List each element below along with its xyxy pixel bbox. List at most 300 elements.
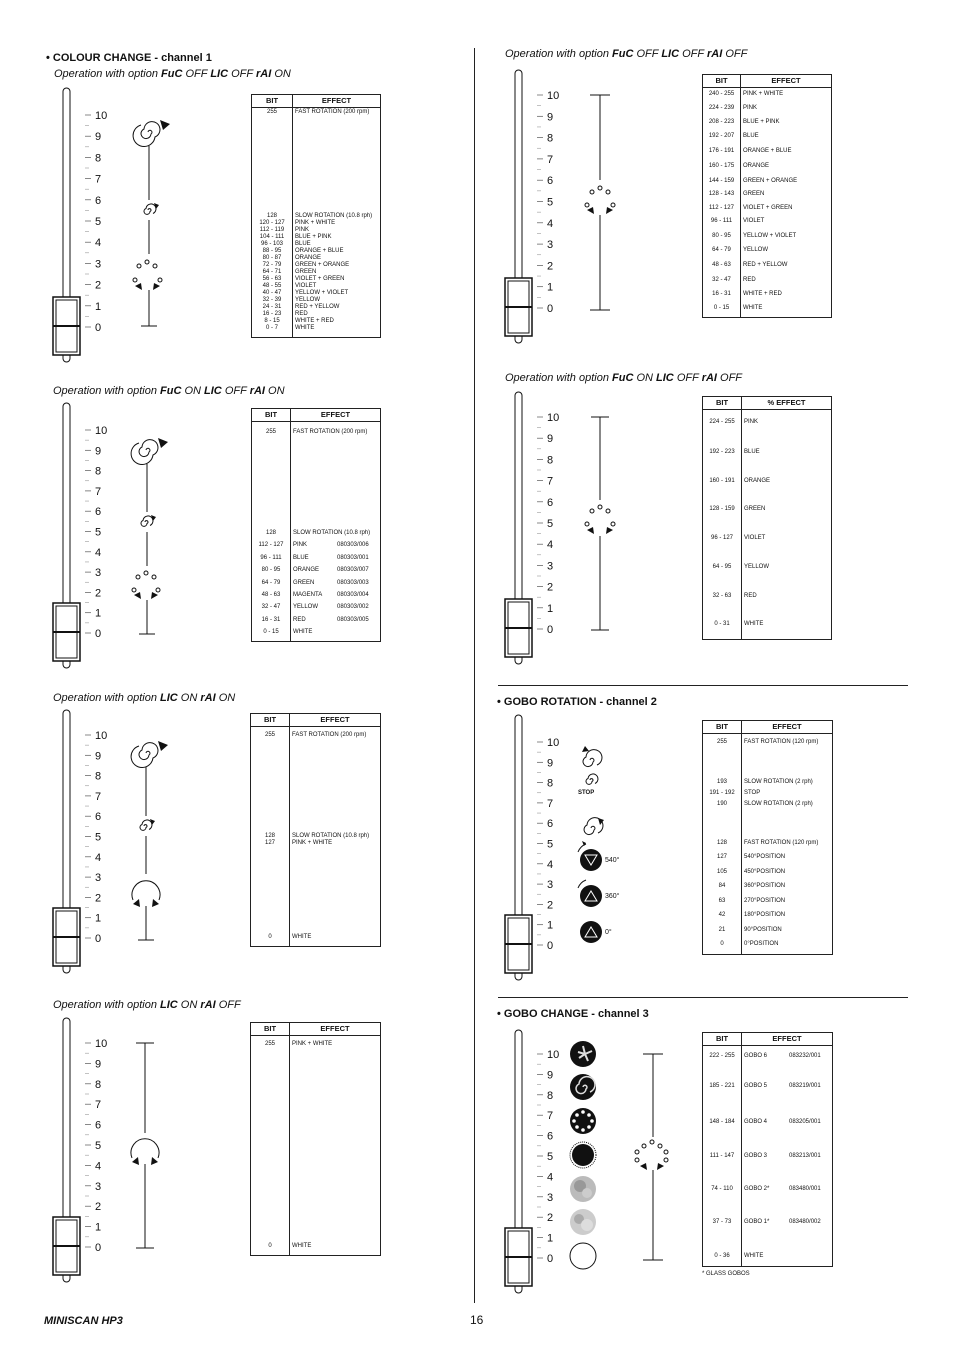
- table-body: [251, 1036, 380, 1255]
- glass-gobos-note: * GLASS GOBOS: [702, 1271, 750, 1277]
- index-540-icon: [578, 841, 602, 871]
- effect-table-7: [702, 720, 833, 955]
- cell-bit: 255: [265, 429, 276, 435]
- scale-label: 4: [547, 217, 554, 230]
- page-number: 16: [470, 1313, 484, 1327]
- scale-label: 8: [547, 454, 554, 467]
- cell-effect: BLUE: [743, 133, 759, 139]
- table-header: [703, 1033, 832, 1046]
- cell-bit: 32 - 39: [262, 297, 282, 303]
- scale-label: 6: [95, 1119, 102, 1132]
- cell-bit: 160 - 191: [709, 478, 735, 484]
- scale-label: 0: [95, 1242, 102, 1254]
- scale-label: 7: [547, 475, 554, 488]
- opt-value: ON: [177, 692, 201, 704]
- scale-label: 5: [547, 1151, 554, 1163]
- cell-effect: PINK: [744, 419, 759, 425]
- colour-step-icon: [585, 186, 615, 214]
- scale-label: 0: [95, 628, 102, 640]
- effect-table-8: [702, 1032, 833, 1267]
- table-header: [251, 1023, 380, 1036]
- cell-bit: 0 - 36: [714, 1253, 730, 1259]
- deg-360-label: 360°: [605, 893, 620, 900]
- scale-label: 4: [95, 1160, 102, 1173]
- header-bit: BIT: [252, 409, 291, 421]
- scale-label: 0: [547, 1253, 554, 1265]
- table-header: [252, 95, 380, 108]
- cell-bit: 112 - 119: [259, 227, 285, 233]
- header-effect: EFFECT: [321, 96, 352, 105]
- scale-label: 1: [547, 1232, 554, 1245]
- cell-effect: SLOW ROTATION (10.8 rph): [295, 213, 373, 219]
- gobo-6-icon: [570, 1041, 596, 1067]
- cell-bit: 190: [716, 801, 727, 807]
- scale-label: 5: [547, 518, 554, 530]
- cell-bit: 0 - 15: [713, 305, 730, 311]
- cell-effect: GOBO 2*: [744, 1186, 770, 1192]
- cell-part-number: 080303/007: [337, 567, 369, 573]
- cell-bit: 40 - 47: [262, 290, 282, 296]
- cell-bit: 127: [716, 854, 727, 860]
- cell-part-number: 080303/003: [337, 580, 369, 586]
- colour-step-icon: [585, 505, 615, 534]
- cell-bit: 64 - 79: [261, 580, 281, 586]
- cell-bit: 42: [718, 912, 726, 918]
- cell-effect: YELLOW: [293, 604, 319, 610]
- cell-effect: RED: [293, 617, 306, 623]
- opt-value: ON: [264, 385, 285, 397]
- cell-effect: 90°POSITION: [744, 927, 782, 933]
- scale-label: 3: [547, 879, 554, 892]
- cell-bit: 48 - 55: [262, 283, 282, 289]
- cell-bit: 120 - 127: [259, 220, 285, 226]
- cell-bit: 208 - 223: [708, 119, 735, 125]
- cell-part-number: 080303/001: [337, 555, 369, 561]
- fast-rotation-icon: [131, 741, 168, 768]
- scale-label: 1: [95, 607, 102, 620]
- column-separator: [292, 108, 293, 337]
- cell-part-number: 083205/001: [789, 1119, 821, 1125]
- cell-effect: PINK + WHITE: [295, 220, 336, 226]
- effect-table-3: [250, 713, 381, 947]
- opt-value: OFF: [633, 48, 662, 60]
- cell-bit: 48 - 63: [712, 262, 731, 268]
- header-bit: BIT: [252, 95, 293, 107]
- opt-fuc: FuC: [612, 48, 634, 60]
- header-bit: BIT: [703, 397, 742, 409]
- cell-effect: PINK: [293, 542, 308, 548]
- cell-bit: 128: [264, 833, 275, 839]
- cell-effect: RED + YELLOW: [295, 304, 340, 310]
- gobo-rotation-title: • GOBO ROTATION - channel 2: [497, 696, 657, 708]
- cell-bit: 112 - 127: [258, 542, 284, 548]
- cell-bit: 224 - 239: [708, 105, 735, 111]
- colour-change-title: • COLOUR CHANGE - channel 1: [46, 52, 212, 64]
- scale-label: 6: [95, 506, 102, 519]
- scale-label: 8: [95, 465, 102, 478]
- cell-bit: 64 - 71: [262, 269, 282, 275]
- scale-label: 7: [95, 173, 102, 186]
- cell-bit: 255: [264, 732, 275, 738]
- cell-bit: 16 - 31: [712, 291, 731, 297]
- scale-label: 10: [95, 1038, 108, 1050]
- effect-table-1: [251, 94, 381, 338]
- scale-label: 6: [547, 1130, 554, 1143]
- cell-bit: 128 - 143: [708, 191, 735, 197]
- scale-label: 5: [95, 831, 102, 844]
- scale-label: 3: [95, 258, 102, 271]
- scale-label: 9: [95, 750, 102, 763]
- scale-label: 9: [95, 131, 102, 144]
- header-effect: EFFECT: [771, 76, 801, 85]
- gobo-5-icon: [570, 1074, 596, 1100]
- index-0-icon: [580, 921, 602, 943]
- gobo-slow-rotation-icon: [586, 774, 598, 784]
- gobo-change-title: • GOBO CHANGE - channel 3: [497, 1008, 649, 1020]
- gobo-step-icon: [635, 1140, 668, 1170]
- gobo-fast-rotation-icon: [582, 746, 602, 767]
- scale-label: 0: [547, 624, 554, 636]
- cell-part-number: 083232/001: [789, 1053, 821, 1059]
- header-effect: EFFECT: [772, 722, 802, 731]
- table-body: [703, 734, 832, 954]
- cell-part-number: 083480/001: [789, 1186, 821, 1192]
- cell-effect: WHITE: [743, 305, 763, 311]
- cell-bit: 96 - 111: [710, 218, 733, 224]
- scale-label: 1: [95, 1221, 102, 1234]
- column-separator: [741, 410, 742, 639]
- cell-effect: WHITE: [744, 1253, 764, 1259]
- scale-label: 6: [547, 496, 554, 509]
- cell-bit: 128: [716, 840, 727, 846]
- cell-effect: BLUE + PINK: [295, 234, 332, 240]
- opt-value: ON: [181, 385, 205, 397]
- cell-bit: 63: [718, 898, 726, 904]
- cell-effect: WHITE + RED: [295, 318, 334, 324]
- cell-effect: PINK: [295, 227, 310, 233]
- scale-label: 9: [547, 757, 554, 770]
- cell-bit: 16 - 31: [261, 617, 281, 623]
- cell-bit: 127: [264, 840, 275, 846]
- scale-label: 4: [547, 858, 554, 871]
- cell-effect: GREEN: [293, 580, 315, 586]
- cell-effect: RED: [744, 593, 757, 599]
- scale-label: 2: [547, 1212, 554, 1225]
- cell-part-number: 080303/005: [337, 617, 369, 623]
- scale-label: 8: [547, 1089, 554, 1102]
- cell-effect: YELLOW + VIOLET: [295, 290, 349, 296]
- gobo-2-icon: [570, 1176, 596, 1202]
- cell-effect: BLUE: [744, 449, 760, 455]
- cell-effect: GOBO 5: [744, 1083, 768, 1089]
- scale-label: 7: [547, 1110, 554, 1123]
- opt-value: ON: [177, 999, 201, 1011]
- cell-effect: 180°POSITION: [744, 912, 786, 918]
- cell-effect: 0°POSITION: [744, 941, 779, 947]
- table-body: [703, 88, 831, 317]
- scale-label: 9: [547, 433, 554, 446]
- scale-label: 1: [547, 919, 554, 932]
- opt-value: OFF: [228, 68, 256, 80]
- table-header: [252, 409, 380, 422]
- opt-value: OFF: [673, 372, 702, 384]
- scale-label: 3: [547, 1191, 554, 1204]
- scale-label: 5: [95, 1140, 102, 1152]
- cell-bit: 32 - 47: [261, 604, 281, 610]
- cell-effect: SLOW ROTATION (10.8 rph): [293, 530, 371, 536]
- scale-label: 6: [547, 818, 554, 831]
- deg-540-label: 540°: [605, 857, 620, 864]
- cell-effect: 540°POSITION: [744, 854, 786, 860]
- op-prefix: Operation with option: [53, 692, 161, 704]
- cell-part-number: 080303/004: [337, 592, 369, 598]
- slow-rotation-icon: [140, 819, 155, 830]
- scale-label: 9: [547, 1069, 554, 1082]
- scale-label: 3: [95, 567, 102, 580]
- cell-part-number: 083219/001: [789, 1083, 821, 1089]
- cell-bit: 64 - 95: [712, 564, 732, 570]
- cell-effect: WHITE: [292, 934, 312, 940]
- cell-effect: SLOW ROTATION (10.8 rph): [292, 833, 370, 839]
- column-separator: [289, 1036, 290, 1255]
- cell-bit: 80 - 95: [261, 567, 281, 573]
- cell-part-number: 083213/001: [789, 1153, 821, 1159]
- cell-bit: 185 - 221: [709, 1083, 735, 1089]
- cell-effect: BLUE: [295, 241, 311, 247]
- cell-bit: 24 - 31: [262, 304, 282, 310]
- opt-lic: LIC: [204, 385, 222, 397]
- cell-bit: 8 - 15: [264, 318, 280, 324]
- gobo-4-icon: [570, 1108, 596, 1134]
- cell-bit: 96 - 111: [260, 555, 282, 561]
- cell-effect: GREEN: [295, 269, 317, 275]
- cell-effect: PINK + WHITE: [292, 1041, 333, 1047]
- cell-bit: 255: [266, 109, 277, 115]
- scale-label: 9: [547, 111, 554, 124]
- cell-effect: WHITE + RED: [743, 291, 782, 297]
- opt-lic: LIC: [210, 68, 229, 80]
- cell-bit: 0 - 31: [714, 621, 730, 627]
- cell-effect: ORANGE: [293, 567, 320, 573]
- cell-effect: YELLOW: [744, 564, 770, 570]
- cell-bit: 192 - 223: [709, 449, 735, 455]
- continuous-change-icon: [131, 1139, 159, 1165]
- cell-effect: VIOLET + GREEN: [743, 205, 793, 211]
- effect-table-5: [702, 74, 832, 318]
- cell-effect: VIOLET: [295, 283, 317, 289]
- cell-bit: 105: [716, 869, 727, 875]
- header-bit: BIT: [251, 1023, 290, 1035]
- opt-value: OFF: [182, 68, 211, 80]
- cell-bit: 0 - 7: [265, 325, 278, 331]
- opt-fuc: FuC: [160, 385, 182, 397]
- cell-bit: 0: [720, 941, 724, 947]
- cell-effect: WHITE: [295, 325, 315, 331]
- cell-bit: 21: [718, 927, 726, 933]
- cell-effect: SLOW ROTATION (2 rph): [744, 779, 813, 785]
- scale-label: 3: [95, 872, 102, 885]
- header-effect: EFFECT: [320, 1024, 350, 1033]
- fast-rotation-icon: [131, 438, 168, 465]
- opt-value: OFF: [215, 999, 241, 1011]
- scale-label: 3: [95, 1180, 102, 1193]
- cell-bit: 84: [718, 883, 726, 889]
- cell-bit: 72 - 79: [262, 262, 282, 268]
- cell-effect: RED: [743, 277, 756, 283]
- cell-bit: 128: [265, 530, 276, 536]
- column-separator: [740, 88, 741, 317]
- scale-label: 10: [547, 1049, 560, 1061]
- cell-part-number: 080303/002: [337, 604, 369, 610]
- stop-label: STOP: [578, 790, 595, 796]
- table-header: [703, 397, 831, 410]
- scale-label: 8: [547, 777, 554, 790]
- cell-effect: ORANGE: [744, 478, 771, 484]
- scale-label: 6: [547, 175, 554, 188]
- cell-bit: 111 - 147: [709, 1153, 735, 1159]
- open-white-icon: [570, 1243, 596, 1269]
- cell-bit: 0: [268, 934, 272, 940]
- scale-label: 4: [547, 539, 554, 552]
- cell-bit: 64 - 79: [712, 247, 731, 253]
- gobo-slow-rotation-icon: [584, 818, 604, 835]
- scale-label: 8: [95, 152, 102, 165]
- cell-effect: FAST ROTATION (200 rpm): [295, 109, 370, 115]
- op-prefix: Operation with option: [54, 68, 162, 80]
- cell-bit: 74 - 110: [711, 1186, 733, 1192]
- cell-bit: 240 - 255: [708, 91, 735, 97]
- cell-effect: ORANGE: [743, 163, 770, 169]
- op-prefix: Operation with option: [505, 372, 613, 384]
- cell-bit: 37 - 73: [712, 1219, 732, 1225]
- cell-bit: 96 - 127: [710, 535, 734, 541]
- cell-effect: GREEN: [744, 506, 766, 512]
- scale-label: 7: [95, 790, 102, 803]
- cell-effect: WHITE: [293, 629, 313, 635]
- slow-rotation-icon: [144, 203, 159, 214]
- cell-bit: 255: [264, 1041, 275, 1047]
- table-body: [703, 1046, 832, 1266]
- opt-value: ON: [271, 68, 291, 80]
- cell-effect: GREEN + ORANGE: [295, 262, 350, 268]
- scale-label: 10: [95, 110, 108, 122]
- colour-step-icon: [133, 260, 162, 290]
- header-bit: BIT: [703, 721, 742, 733]
- header-effect: EFFECT: [320, 410, 351, 419]
- table-header: [251, 714, 380, 727]
- scale-label: 5: [547, 196, 554, 209]
- cell-bit: 160 - 175: [708, 163, 735, 169]
- scale-label: 2: [95, 587, 102, 600]
- table-body: [251, 727, 380, 946]
- cell-effect: YELLOW + VIOLET: [743, 233, 797, 239]
- scale-label: 10: [547, 412, 560, 424]
- opt-lic: LIC: [661, 48, 680, 60]
- scale-label: 8: [95, 1078, 102, 1091]
- cell-bit: 128 - 159: [709, 506, 735, 512]
- cell-bit: 112 - 127: [709, 205, 734, 211]
- cell-effect: GOBO 1*: [744, 1219, 770, 1225]
- opt-rai: rAI: [706, 48, 723, 60]
- header-bit: BIT: [703, 1033, 742, 1045]
- opt-lic: LIC: [160, 999, 178, 1011]
- table-body: [252, 422, 380, 641]
- scale-label: 10: [547, 90, 560, 102]
- scale-label: 1: [95, 912, 102, 925]
- cell-bit: 193: [716, 779, 727, 785]
- cell-bit: 56 - 63: [262, 276, 282, 282]
- cell-effect: MAGENTA: [293, 592, 323, 598]
- cell-effect: FAST ROTATION (200 rpm): [293, 429, 368, 435]
- opt-value: ON: [633, 372, 657, 384]
- opt-value: OFF: [221, 385, 250, 397]
- cell-bit: 255: [716, 739, 727, 745]
- scale-label: 6: [95, 811, 102, 824]
- opt-lic: LIC: [656, 372, 674, 384]
- header-effect: EFFECT: [772, 1034, 802, 1043]
- cell-bit: 224 - 255: [709, 419, 735, 425]
- cell-bit: 96 - 103: [260, 241, 284, 247]
- header-bit: BIT: [703, 75, 741, 87]
- scale-label: 9: [95, 445, 102, 458]
- cell-effect: PINK + WHITE: [743, 91, 784, 97]
- header-effect: EFFECT: [320, 715, 350, 724]
- scale-label: 8: [95, 770, 102, 783]
- scale-label: 3: [547, 239, 554, 252]
- cell-effect: VIOLET + GREEN: [295, 276, 345, 282]
- opt-value: OFF: [679, 48, 707, 60]
- opt-fuc: FuC: [161, 68, 183, 80]
- scale-label: 8: [547, 132, 554, 145]
- model-name: MINISCAN HP3: [44, 1315, 123, 1327]
- cell-effect: ORANGE: [295, 255, 322, 261]
- header-bit: BIT: [251, 714, 290, 726]
- cell-bit: 176 - 191: [708, 148, 735, 154]
- cell-bit: 32 - 47: [712, 277, 731, 283]
- cell-effect: WHITE: [744, 621, 764, 627]
- scale-label: 4: [95, 237, 102, 250]
- column-separator: [741, 1046, 742, 1266]
- column-separator: [741, 734, 742, 954]
- cell-part-number: 080303/006: [337, 542, 369, 548]
- cell-effect: VIOLET: [743, 218, 765, 224]
- scale-label: 2: [547, 899, 554, 912]
- scale-label: 2: [95, 279, 102, 292]
- scale-label: 7: [547, 797, 554, 810]
- scale-label: 2: [95, 892, 102, 905]
- colour-step-icon: [132, 571, 160, 599]
- header-effect: % EFFECT: [767, 398, 806, 407]
- cell-bit: 222 - 255: [709, 1053, 735, 1059]
- cell-effect: YELLOW: [295, 297, 321, 303]
- cell-bit: 16 - 23: [262, 311, 282, 317]
- opt-rai: rAI: [255, 68, 272, 80]
- column-separator: [289, 727, 290, 946]
- scale-label: 0: [547, 303, 554, 315]
- gobo-1-icon: [570, 1209, 596, 1235]
- scale-label: 2: [547, 260, 554, 273]
- cell-effect: VIOLET: [744, 535, 766, 541]
- scale-label: 5: [95, 216, 102, 228]
- cell-effect: 450°POSITION: [744, 869, 786, 875]
- cell-effect: 270°POSITION: [744, 898, 786, 904]
- opt-fuc: FuC: [612, 372, 634, 384]
- scale-label: 10: [547, 737, 560, 749]
- scale-label: 10: [95, 730, 108, 742]
- cell-effect: PINK: [743, 105, 758, 111]
- cell-effect: RED + YELLOW: [743, 262, 788, 268]
- op-prefix: Operation with option: [505, 48, 613, 60]
